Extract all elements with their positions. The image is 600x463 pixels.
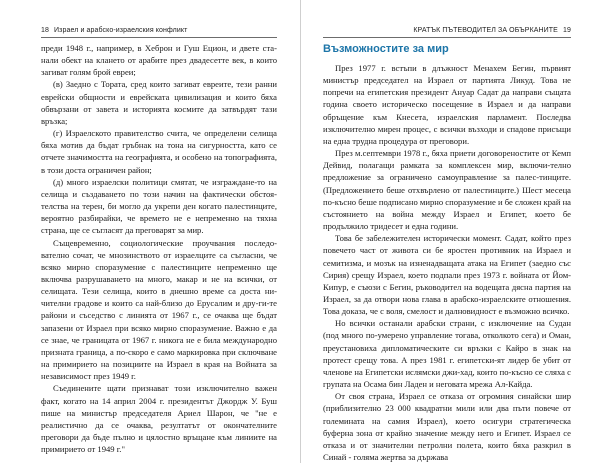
running-title-right: КРАТЪК ПЪТЕВОДИТЕЛ ЗА ОБЪРКАНИТЕ (413, 27, 558, 34)
paragraph: От своя страна, Израел се отказа от огромния синайски шир (приблизително 23 000 квадратни мили или два пъти повече от големината на самия Израел), което осигури стратегическа буферна зона от крайно значение между него и Египет. Израел се отказа и от значителни петролни полета, които бяха разкрил в Синай - голяма жертва за държава (323, 391, 571, 462)
section-heading: Възможностите за мир (323, 43, 449, 55)
paragraph: През 1977 г. встъпи в длъжност Менахем Бегин, първият министър председател на Израел от партията Ликуд. Това не попречи на египетския президент Ануар Садат да направи същата година своето историческо посещение в Израел и да направи обръщение към Кнесета, израелския парламент. Последва изключително мирен процес, с всички възходи и спадове присъщи на една трудна процедура от преговори. (323, 63, 571, 146)
left-body-text (41, 42, 277, 455)
running-head-right (413, 27, 571, 34)
paragraph: (в) Заедно с Тората, сред които загиват евреите, тези ранни еврейски общности и еврейската цивилизация и които бяха обвързани от завета и историята космите да затвърдят тази връзка; (41, 79, 277, 126)
header-rule-right (323, 37, 571, 38)
running-title-left: Израел и арабско-израелския конфликт (54, 27, 188, 34)
paragraph: Но всички останали арабски страни, с изключение на Судан (под много по-умерено управление тогава, отколкото сега) и Оман, преустановиха дипломатическите си връзки с Кайро в знак на протест срещу това. А през 1981 г. египетски-ят лидер бе убит от членове на Египетски ислямски джи-хад, които по-късно се сляха с групата на Осама бин Ладен и неговата мрежа Ал-Кайда. (323, 318, 571, 390)
right-body-text (323, 62, 571, 463)
page-number-left: 18 (41, 27, 49, 34)
paragraph: Съединените щати признават този изключително важен факт, когато на 14 април 2004 г. президентът Джордж У. Буш пише на министър председателя Ариел Шарон, че "не е реалистично да се очаква, резултатът от окончателните преговори да бъде пълно и цялостно връщане към линиите на примирието от 1949 г." (41, 383, 277, 455)
right-page (300, 0, 600, 463)
paragraph: преди 1948 г., например, в Хеброн и Гуш Ецион, и двете ста-нали обект на клането от арабите през двадесетте век, в които загиват голям брой евреи; (41, 43, 277, 78)
paragraph: През м.септември 1978 г., бяха приети договореностите от Кемп Дейвид, полагащи рамката за комплексен мир, включи-телно предложение за ограничено самоуправление за палес-тинците. (Предложението беше отхвърлено от палестинците.) Шест месеца по-късно беше подписано мирно споразумение и бе сложен край на състоянието на война между Израел и Египет, което бе продължило тридесет и една години. (323, 148, 571, 232)
paragraph: (г) Израелското правителство счита, че определени селища бяха мотив да бъдат гръбнак на тона на сигурността, като се отчете значимостта на географията, и особено на топографията, в този доста ограничен район; (41, 128, 277, 175)
running-head-left (41, 27, 187, 34)
page-number-right: 19 (563, 27, 571, 34)
paragraph: Същевременно, социологические проучвания последо-вателно сочат, че мнозинството от израелците са съгласни, че всяко мирно споразумение с палестинците непременно ще включва разрушаването на много, макар и не на всички, от селищата. Тези селища, които в днешно време са доста ни-чителни градове и които са най-близо до Ерусалим и дру-ги-те райони и съседство с линията от 1967 г., се очаква ще бъдат запазени от Израел при всяко мирно споразумение. Важно е да се знае, че границата от 1967 г. никога не е била международно призната граница, а по-скоро е само маркировка при сключване на примирието на позициите на Израел в края на Войната за независимост през 1949 г. (41, 237, 277, 382)
paragraph: Това бе забележителен исторически момент. Садат, който през повечето част от живота си бе яростен противник на Израел и семитизма, и мозък на изненадващата атака на Египет (заедно със Сирия) срещу Израел, което подпали през 1973 г. войната от Йом-Кипур, е съюзи с Бегин, ръководител на водещата дясна партия на Израел, за да отвори нова глава в арабско-израелските отношения. Това доказа, че с воля, смелост и далновидност е възможно всичко. (323, 233, 571, 317)
header-rule-left (41, 37, 277, 38)
paragraph: (д) много израелски политици смятат, че изграждане-то на селища и създаването по този начин на фактически обстоя-телства на терен, би могло да укрепи ден когато палестинците, вероятно разбирайки, че времето не е непременно на тяхна страна, ще се съгласят да преговарят за мир. (41, 176, 277, 236)
